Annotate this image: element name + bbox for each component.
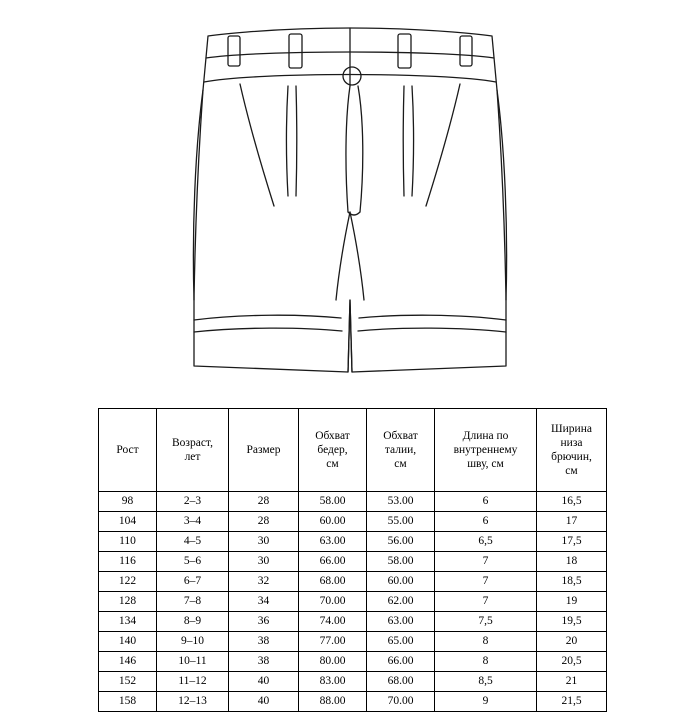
cell-taliya: 55.00 [367,512,435,532]
cell-razmer: 40 [229,692,299,712]
column-header-razmer-label: Размер [246,443,281,456]
cell-dlina: 6 [435,512,537,532]
cell-vozrast: 5–6 [157,552,229,572]
table-row [99,672,607,692]
column-header-dlina-line2: внутреннему [453,443,518,456]
cell-vozrast: 2–3 [157,492,229,512]
column-header-shirina-line2: низа [560,436,583,449]
column-header-bedra-line3: см [326,458,339,470]
cell-dlina: 8 [435,632,537,652]
cell-bedra: 68.00 [299,572,367,592]
column-header-bedra-line1: Обхват [315,429,350,442]
table-row [99,632,607,652]
size-table [98,408,607,712]
cell-vozrast: 9–10 [157,632,229,652]
cell-rost: 146 [99,652,157,672]
cell-shirina: 20,5 [537,652,607,672]
cell-taliya: 65.00 [367,632,435,652]
cell-shirina: 17 [537,512,607,532]
cell-dlina: 6,5 [435,532,537,552]
cell-bedra: 77.00 [299,632,367,652]
column-header-vozrast [157,409,229,492]
cell-vozrast: 4–5 [157,532,229,552]
cell-vozrast: 7–8 [157,592,229,612]
cell-razmer: 30 [229,532,299,552]
cell-razmer: 38 [229,632,299,652]
cell-rost: 104 [99,512,157,532]
cell-shirina: 19 [537,592,607,612]
cell-taliya: 66.00 [367,652,435,672]
cell-razmer: 34 [229,592,299,612]
cell-vozrast: 11–12 [157,672,229,692]
cell-taliya: 56.00 [367,532,435,552]
column-header-rost-label: Рост [116,443,139,456]
column-header-vozrast-line1: Возраст, [172,436,213,449]
cell-vozrast: 10–11 [157,652,229,672]
column-header-razmer [229,409,299,492]
cell-taliya: 60.00 [367,572,435,592]
column-header-shirina-line3: брючин, [551,451,592,463]
cell-dlina: 8,5 [435,672,537,692]
cell-taliya: 53.00 [367,492,435,512]
size-table-container [98,408,606,712]
cell-bedra: 63.00 [299,532,367,552]
cell-shirina: 18 [537,552,607,572]
table-row [99,532,607,552]
cell-bedra: 70.00 [299,592,367,612]
column-header-shirina-line1: Ширина [551,422,592,435]
cell-taliya: 58.00 [367,552,435,572]
cell-dlina: 7 [435,592,537,612]
column-header-taliya-line2: талии, [384,443,417,456]
table-row [99,652,607,672]
column-header-bedra-line2: бедер, [317,443,348,456]
cell-razmer: 28 [229,512,299,532]
table-row [99,592,607,612]
column-header-vozrast-line2: лет [184,451,201,463]
cell-shirina: 18,5 [537,572,607,592]
table-row [99,552,607,572]
cell-bedra: 60.00 [299,512,367,532]
cell-shirina: 16,5 [537,492,607,512]
column-header-taliya-line3: см [394,458,407,470]
cell-rost: 140 [99,632,157,652]
cell-rost: 110 [99,532,157,552]
table-row [99,572,607,592]
column-header-shirina-line4: см [565,465,578,478]
cell-rost: 128 [99,592,157,612]
cell-shirina: 21 [537,672,607,692]
cell-dlina: 9 [435,692,537,712]
cell-shirina: 17,5 [537,532,607,552]
column-header-dlina-line3: шву, см [467,458,504,470]
table-row [99,512,607,532]
cell-razmer: 36 [229,612,299,632]
cell-shirina: 19,5 [537,612,607,632]
cell-bedra: 58.00 [299,492,367,512]
cell-taliya: 62.00 [367,592,435,612]
cell-razmer: 30 [229,552,299,572]
cell-dlina: 6 [435,492,537,512]
cell-rost: 98 [99,492,157,512]
column-header-dlina [435,409,537,492]
cell-razmer: 32 [229,572,299,592]
size-table-body [99,492,607,712]
cell-vozrast: 3–4 [157,512,229,532]
cell-rost: 134 [99,612,157,632]
cell-bedra: 83.00 [299,672,367,692]
cell-dlina: 7 [435,572,537,592]
cell-shirina: 20 [537,632,607,652]
cell-razmer: 40 [229,672,299,692]
cell-razmer: 28 [229,492,299,512]
cell-rost: 122 [99,572,157,592]
cell-dlina: 7 [435,552,537,572]
cell-dlina: 7,5 [435,612,537,632]
cell-bedra: 80.00 [299,652,367,672]
cell-bedra: 88.00 [299,692,367,712]
cell-rost: 158 [99,692,157,712]
table-row [99,692,607,712]
cell-vozrast: 6–7 [157,572,229,592]
cell-vozrast: 8–9 [157,612,229,632]
column-header-taliya-line1: Обхват [383,429,418,442]
cell-rost: 152 [99,672,157,692]
cell-dlina: 8 [435,652,537,672]
table-row [99,612,607,632]
cell-taliya: 68.00 [367,672,435,692]
column-header-taliya [367,409,435,492]
cell-razmer: 38 [229,652,299,672]
cell-rost: 116 [99,552,157,572]
cell-bedra: 74.00 [299,612,367,632]
column-header-bedra [299,409,367,492]
table-header-row [99,409,607,492]
size-table-head [99,409,607,492]
column-header-rost [99,409,157,492]
cell-taliya: 70.00 [367,692,435,712]
cell-bedra: 66.00 [299,552,367,572]
cell-vozrast: 12–13 [157,692,229,712]
cell-taliya: 63.00 [367,612,435,632]
column-header-shirina [537,409,607,492]
table-row [99,492,607,512]
column-header-dlina-line1: Длина по [462,429,509,442]
cell-shirina: 21,5 [537,692,607,712]
